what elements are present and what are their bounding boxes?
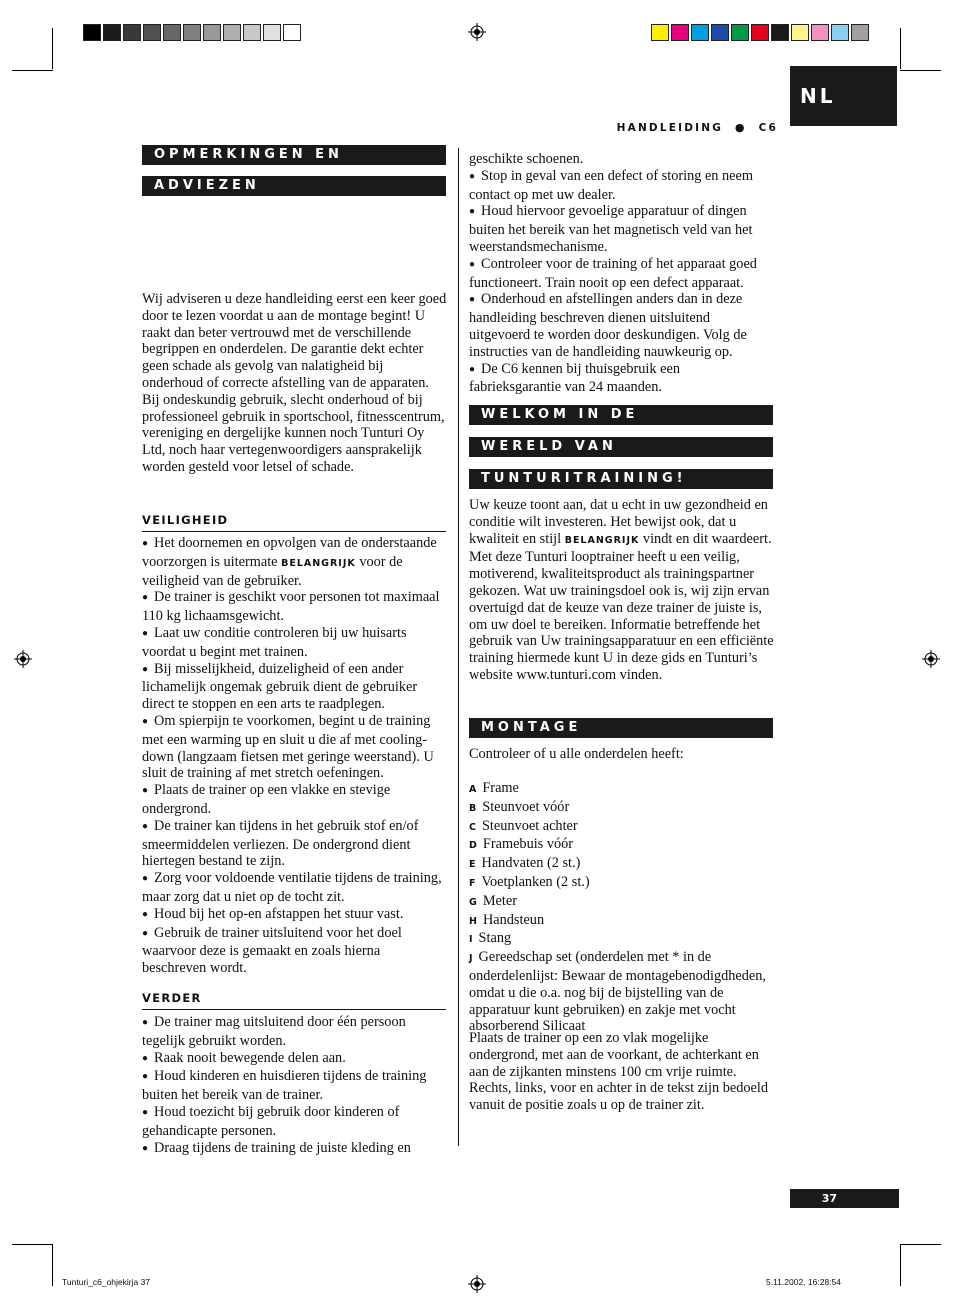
color-swatch [163, 24, 181, 41]
part-key: J [469, 953, 474, 965]
part-key: I [469, 934, 474, 946]
color-swatch [791, 24, 809, 41]
part-key: G [469, 896, 478, 908]
color-swatch [143, 24, 161, 41]
list-item: ● Draag tijdens de training de juiste kleding en [142, 1140, 447, 1159]
section-heading-welkom: WELKOM IN DE [469, 405, 773, 425]
color-swatch [223, 24, 241, 41]
color-swatch [83, 24, 101, 41]
section-heading-montage: MONTAGE [469, 718, 773, 738]
list-item: ● Controleer voor de training of het apparaat goed functioneert. Train nooit op een defect apparaat. [469, 256, 774, 292]
part-label: Stang [478, 930, 512, 947]
emphasis-label: BELANGRIJK [564, 534, 640, 546]
registration-mark-icon [468, 23, 486, 41]
safety-continued-list [469, 151, 774, 396]
color-swatch [691, 24, 709, 41]
color-swatch [651, 24, 669, 41]
part-item [469, 874, 774, 893]
column-divider [458, 148, 459, 1146]
list-item: geschikte schoenen. [469, 151, 584, 167]
page-number: 37 [790, 1189, 899, 1208]
color-swatch [203, 24, 221, 41]
part-label: Frame [482, 780, 519, 796]
part-item [469, 930, 774, 949]
color-swatch [811, 24, 829, 41]
placement-paragraph: Plaats de trainer op een zo vlak mogelijke ondergrond, met aan de voorkant, de achterkant en aan de zijkanten minstens 100 cm vrije ruimte. Rechts, links, voor en achter in de tekst zijn bedoeld vanuit de positie zoals u op de trainer zit. [469, 1030, 768, 1114]
running-model: C6 [758, 122, 778, 134]
emphasis-label: BELANGRIJK [281, 557, 356, 569]
part-item [469, 799, 774, 818]
crop-mark [900, 1245, 901, 1286]
part-item [469, 949, 774, 1035]
parts-list [469, 780, 774, 1035]
crop-mark [12, 70, 53, 71]
crop-mark [900, 70, 941, 71]
veiligheid-list [142, 535, 447, 977]
part-label: Steunvoet vóór [482, 798, 570, 815]
list-item: ● De trainer kan tijdens in het gebruik stof en/of smeermiddelen verliezen. De ondergrond dient hiertegen bestand te zijn. [142, 818, 447, 870]
part-key: E [469, 859, 477, 871]
list-item: ● De trainer is geschikt voor personen tot maximaal 110 kg lichaamsgewicht. [142, 589, 447, 625]
bullet-icon: ● [734, 121, 747, 134]
part-key: F [469, 877, 477, 889]
part-item [469, 912, 774, 931]
registration-mark-icon [14, 650, 32, 668]
list-item: ● Houd kinderen en huisdieren tijdens de training buiten het bereik van de trainer. [142, 1068, 447, 1104]
footer-file-name: Tunturi_c6_ohjekirja 37 [62, 1277, 151, 1287]
part-key: D [469, 840, 478, 852]
section-heading-tunturitraining: TUNTURITRAINING! [469, 469, 773, 489]
part-label: Steunvoet achter [481, 817, 578, 834]
part-key: C [469, 821, 477, 833]
running-title: HANDLEIDING [616, 122, 724, 134]
color-swatch [283, 24, 301, 41]
color-swatch [771, 24, 789, 41]
list-item: ● Houd toezicht bij gebruik door kinderen of gehandicapte personen. [142, 1104, 447, 1140]
crop-mark [900, 28, 901, 69]
list-item: ● Gebruik de trainer uitsluitend voor het doel waarvoor deze is gemaakt en zoals hierna beschreven wordt. [142, 925, 447, 977]
color-swatch [851, 24, 869, 41]
part-item [469, 855, 774, 874]
list-item: ● Laat uw conditie controleren bij uw huisarts voordat u begint met trainen. [142, 625, 447, 661]
footer-timestamp: 5.11.2002, 16:28:54 [766, 1277, 841, 1287]
part-label: Handsteun [482, 911, 545, 928]
divider [142, 1009, 446, 1010]
color-swatch [671, 24, 689, 41]
crop-mark [52, 1245, 53, 1286]
montage-intro: Controleer of u alle onderdelen heeft: [469, 746, 684, 762]
list-item: ● Houd hiervoor gevoelige apparatuur of dingen buiten het bereik van het magnetisch veld van het weerstandsmechanisme. [469, 203, 774, 255]
crop-mark [12, 1244, 53, 1245]
section-heading-adviezen: ADVIEZEN [142, 176, 446, 196]
part-label: Handvaten (2 st.) [481, 855, 581, 872]
verder-list [142, 1014, 447, 1158]
welkom-paragraph: Uw keuze toont aan, dat u echt in uw gezondheid en conditie wilt investeren. Het bewijst ook, dat u kwaliteit en stijl BELANGRIJK vindt en dit waardeert. Met deze Tunturi looptrainer heeft u een veilig, motiverend, kwaliteitsproduct als trainingspartner gekozen. Wat uw trainingsdoel ook is, wij zijn ervan overtuigd dat de keuze van deze trainer de juiste is, om uw doel te bereiken. Informatie betreffende het gebruik van Uw trainingsapparatuur en een efficiënte training hiermede kunt U in deze gids en Tunturi’s website www.tunturi.com vinden. [469, 497, 774, 683]
subheading-verder: VERDER [142, 991, 202, 1005]
part-key: H [469, 915, 478, 927]
list-item: ● Houd bij het op-en afstappen het stuur vast. [142, 906, 447, 925]
part-label: Voetplanken (2 st.) [481, 873, 590, 890]
color-swatch [183, 24, 201, 41]
section-heading-wereld: WERELD VAN [469, 437, 773, 457]
list-item: ● Bij misselijkheid, duizeligheid of een ander lichamelijk ongemak gebruik dient de gebruiker direct te stoppen en een arts te raadplegen. [142, 661, 447, 713]
part-label: Gereedschap set (onderdelen met * in de onderdelenlijst: Bewaar de montagebenodigdheden, omdat u die o.a. nog bij de bijstelling van de apparatuur kunt gebruiken) en zakje met vocht absorberend Silicaat [469, 949, 766, 1035]
list-item: ● Zorg voor voldoende ventilatie tijdens de training, maar zorg dat u niet op de tocht zit. [142, 870, 447, 906]
list-item: ● Stop in geval van een defect of storing en neem contact op met uw dealer. [469, 168, 774, 204]
list-item: ● De trainer mag uitsluitend door één persoon tegelijk gebruikt worden. [142, 1014, 447, 1050]
subheading-veiligheid: VEILIGHEID [142, 513, 229, 527]
color-swatch [123, 24, 141, 41]
divider [142, 531, 446, 532]
list-item: ● Om spierpijn te voorkomen, begint u de training met een warming up en sluit u die af met cooling-down (langzaam fietsen met geringe weerstand). U sluit de training af met stretch oefeningen. [142, 713, 447, 782]
color-swatch [711, 24, 729, 41]
color-swatch [751, 24, 769, 41]
intro-paragraph: Wij adviseren u deze handleiding eerst een keer goed door te lezen voordat u aan de montage begint! U raakt dan beter vertrouwd met de verschillende begrippen en onderdelen. De garantie dekt echter geen schade als gevolg van nalatigheid bij onderhoud of correcte afstelling van de apparaten. Bij ondeskundig gebruik, slecht onderhoud of bij professioneel gebruik in sportschool, fitnesscentrum, vereniging en dergelijke kunnen noch Tunturi Oy Ltd, noch haar vertegenwoordigers aansprakelijk worden gesteld voor letsel of schade. [142, 291, 447, 475]
color-swatch [831, 24, 849, 41]
part-label: Meter [482, 892, 517, 909]
crop-mark [52, 28, 53, 69]
color-swatch [103, 24, 121, 41]
color-swatch [731, 24, 749, 41]
part-key: A [469, 784, 478, 795]
color-swatch [243, 24, 261, 41]
registration-mark-icon [468, 1275, 486, 1293]
crop-mark [900, 1244, 941, 1245]
section-heading-opmerkingen: OPMERKINGEN EN [142, 145, 446, 165]
list-item: ● Plaats de trainer op een vlakke en stevige ondergrond. [142, 782, 447, 818]
part-item [469, 836, 774, 855]
part-item [469, 818, 774, 837]
running-header [560, 121, 778, 134]
color-swatch [263, 24, 281, 41]
list-item: ● Onderhoud en afstellingen anders dan in deze handleiding beschreven dienen uitsluitend uitgevoerd te worden door deskundigen. Volg de instructies van de handleiding nauwkeurig op. [469, 291, 774, 360]
part-key: B [469, 802, 478, 814]
list-item: ● Raak nooit bewegende delen aan. [142, 1050, 447, 1069]
language-tab: NL [790, 66, 897, 126]
list-item: ● De C6 kennen bij thuisgebruik een fabrieksgarantie van 24 maanden. [469, 361, 774, 397]
part-item [469, 780, 774, 799]
part-item [469, 893, 774, 912]
registration-mark-icon [922, 650, 940, 668]
list-item: ● Het doornemen en opvolgen van de onderstaande voorzorgen is uitermate BELANGRIJK voor de veiligheid van de gebruiker. [142, 535, 447, 589]
part-label: Framebuis vóór [482, 836, 574, 853]
